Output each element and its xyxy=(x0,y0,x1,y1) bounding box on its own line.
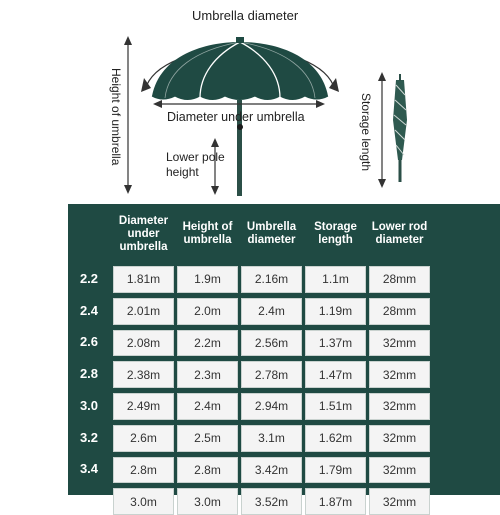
table-header-line: Storage xyxy=(314,221,357,233)
table-cell: 1.47m xyxy=(305,361,366,388)
table-cell: 2.5m xyxy=(177,425,238,452)
table-cell: 1.87m xyxy=(305,488,366,515)
lower-pole-label xyxy=(166,150,225,180)
table-cell: 28mm xyxy=(369,266,430,293)
table-cell: 1.62m xyxy=(305,425,366,452)
table-cell: 3.0m xyxy=(177,488,238,515)
row-size-label: 3.2 xyxy=(79,429,99,445)
row-size-label: 2.6 xyxy=(79,334,99,350)
umbrella-diagram xyxy=(0,0,500,204)
table-cell: 2.01m xyxy=(113,298,174,325)
lower-pole-line1: Lower pole xyxy=(166,150,225,164)
table-cell: 2.6m xyxy=(113,425,174,452)
pole-joint xyxy=(237,124,243,130)
row-size-label: 2.4 xyxy=(79,302,99,318)
table-cell: 1.9m xyxy=(177,266,238,293)
table-cell: 3.42m xyxy=(241,457,302,484)
table-cell: 32mm xyxy=(369,361,430,388)
table-header-line: Diameter xyxy=(118,214,169,227)
table-cell: 2.8m xyxy=(177,457,238,484)
storage-label: Storage length xyxy=(359,93,373,172)
table-cell: 32mm xyxy=(369,457,430,484)
umbrella-diameter-label: Umbrella diameter xyxy=(192,8,299,23)
table-cell: 3.1m xyxy=(241,425,302,452)
table-header xyxy=(113,204,174,264)
table-cell: 1.37m xyxy=(305,330,366,357)
table-cell: 32mm xyxy=(369,488,430,515)
table-cell: 1.51m xyxy=(305,393,366,420)
row-size-label: 3.0 xyxy=(79,397,99,413)
table-cell: 2.8m xyxy=(113,457,174,484)
table-header xyxy=(305,204,366,264)
table-cell: 1.1m xyxy=(305,266,366,293)
umbrella-canopy xyxy=(152,37,328,100)
row-size-label: 2.8 xyxy=(79,366,99,382)
table-header-line: diameter xyxy=(247,234,296,246)
table-cell: 1.19m xyxy=(305,298,366,325)
table-cell: 2.94m xyxy=(241,393,302,420)
table-header-line: umbrella xyxy=(119,240,168,253)
table-cell: 1.81m xyxy=(113,266,174,293)
table-cell: 2.2m xyxy=(177,330,238,357)
size-table xyxy=(68,204,500,509)
table-cell: 3.52m xyxy=(241,488,302,515)
table-cell: 32mm xyxy=(369,425,430,452)
table-cell: 2.49m xyxy=(113,393,174,420)
table-cell: 2.56m xyxy=(241,330,302,357)
table-cell: 2.38m xyxy=(113,361,174,388)
diameter-under-label: Diameter under umbrella xyxy=(167,110,305,124)
lower-pole-line2: height xyxy=(166,165,199,179)
table-header-line: under xyxy=(127,227,160,240)
table-header-line: Umbrella xyxy=(246,221,297,233)
table-header xyxy=(241,204,302,264)
table-header-line: Lower rod xyxy=(371,221,428,233)
table-header-line: Height of xyxy=(182,221,233,233)
table-header-line: length xyxy=(318,234,353,246)
height-label: Height of umbrella xyxy=(109,68,123,166)
table-cell: 32mm xyxy=(369,330,430,357)
table-cell: 32mm xyxy=(369,393,430,420)
table-cell: 28mm xyxy=(369,298,430,325)
table-cell: 2.78m xyxy=(241,361,302,388)
table-cell: 2.4m xyxy=(241,298,302,325)
row-size-label: 3.4 xyxy=(79,461,99,477)
table-header-line: diameter xyxy=(375,234,424,246)
table-cell: 3.0m xyxy=(113,488,174,515)
table-header xyxy=(177,204,238,264)
table-cell: 2.0m xyxy=(177,298,238,325)
table-header xyxy=(369,204,430,264)
table-header-line: umbrella xyxy=(183,234,232,246)
table-cell: 2.16m xyxy=(241,266,302,293)
row-size-label: 3.6 xyxy=(79,493,99,509)
row-size-label: 2.2 xyxy=(79,270,99,286)
table-cell: 2.3m xyxy=(177,361,238,388)
table-cell: 2.08m xyxy=(113,330,174,357)
table-cell: 1.79m xyxy=(305,457,366,484)
closed-umbrella xyxy=(393,74,407,182)
table-cell: 2.4m xyxy=(177,393,238,420)
